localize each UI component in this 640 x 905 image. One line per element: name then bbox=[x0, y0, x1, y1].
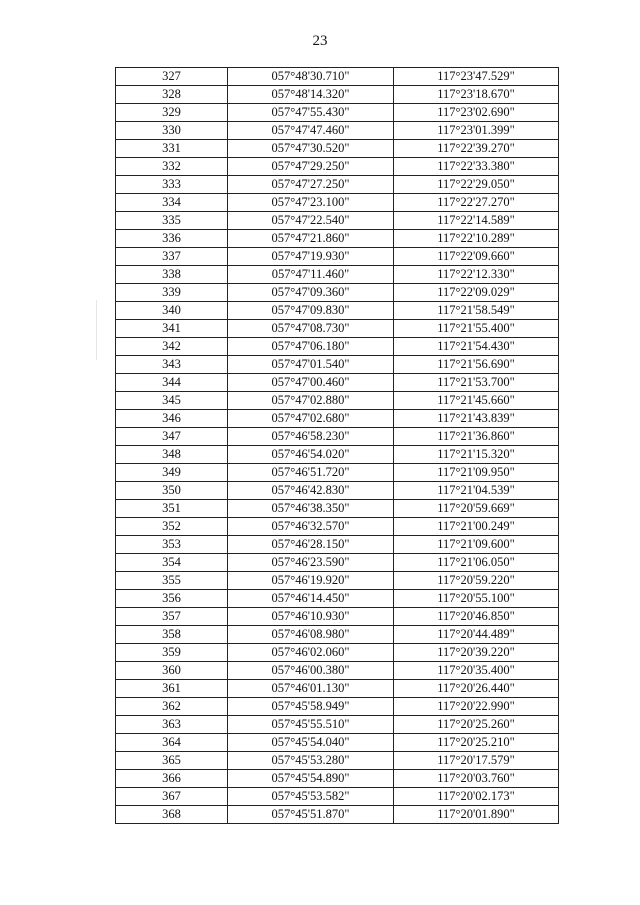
longitude-cell: 117°21'04.539" bbox=[394, 482, 559, 500]
latitude-cell: 057°46'38.350" bbox=[228, 500, 394, 518]
longitude-cell: 117°20'22.990" bbox=[394, 698, 559, 716]
point-number-cell: 364 bbox=[116, 734, 228, 752]
latitude-cell: 057°46'51.720" bbox=[228, 464, 394, 482]
latitude-cell: 057°45'58.949" bbox=[228, 698, 394, 716]
latitude-cell: 057°46'54.020" bbox=[228, 446, 394, 464]
latitude-cell: 057°46'19.920" bbox=[228, 572, 394, 590]
table-row bbox=[116, 266, 559, 284]
table-row bbox=[116, 536, 559, 554]
page-number: 23 bbox=[312, 33, 328, 49]
longitude-cell: 117°21'06.050" bbox=[394, 554, 559, 572]
latitude-cell: 057°47'02.880" bbox=[228, 392, 394, 410]
latitude-cell: 057°47'27.250" bbox=[228, 176, 394, 194]
longitude-cell: 117°20'01.890" bbox=[394, 806, 559, 824]
latitude-cell: 057°46'10.930" bbox=[228, 608, 394, 626]
latitude-cell: 057°47'02.680" bbox=[228, 410, 394, 428]
table-row bbox=[116, 284, 559, 302]
latitude-cell: 057°47'01.540" bbox=[228, 356, 394, 374]
latitude-cell: 057°47'47.460" bbox=[228, 122, 394, 140]
longitude-cell: 117°20'46.850" bbox=[394, 608, 559, 626]
table-row bbox=[116, 644, 559, 662]
point-number-cell: 359 bbox=[116, 644, 228, 662]
point-number-cell: 335 bbox=[116, 212, 228, 230]
point-number-cell: 342 bbox=[116, 338, 228, 356]
point-number-cell: 351 bbox=[116, 500, 228, 518]
table-row bbox=[116, 410, 559, 428]
point-number-cell: 368 bbox=[116, 806, 228, 824]
table-row bbox=[116, 104, 559, 122]
table-row bbox=[116, 86, 559, 104]
latitude-cell: 057°47'00.460" bbox=[228, 374, 394, 392]
table-row bbox=[116, 716, 559, 734]
longitude-cell: 117°21'00.249" bbox=[394, 518, 559, 536]
longitude-cell: 117°20'17.579" bbox=[394, 752, 559, 770]
longitude-cell: 117°22'09.660" bbox=[394, 248, 559, 266]
longitude-cell: 117°21'55.400" bbox=[394, 320, 559, 338]
table-row bbox=[116, 806, 559, 824]
point-number-cell: 331 bbox=[116, 140, 228, 158]
point-number-cell: 349 bbox=[116, 464, 228, 482]
latitude-cell: 057°45'55.510" bbox=[228, 716, 394, 734]
longitude-cell: 117°20'03.760" bbox=[394, 770, 559, 788]
longitude-cell: 117°20'39.220" bbox=[394, 644, 559, 662]
table-row bbox=[116, 788, 559, 806]
point-number-cell: 365 bbox=[116, 752, 228, 770]
table-row bbox=[116, 302, 559, 320]
latitude-cell: 057°47'06.180" bbox=[228, 338, 394, 356]
longitude-cell: 117°21'56.690" bbox=[394, 356, 559, 374]
longitude-cell: 117°20'02.173" bbox=[394, 788, 559, 806]
table-row bbox=[116, 68, 559, 86]
latitude-cell: 057°46'28.150" bbox=[228, 536, 394, 554]
point-number-cell: 355 bbox=[116, 572, 228, 590]
table-row bbox=[116, 446, 559, 464]
point-number-cell: 353 bbox=[116, 536, 228, 554]
table-row bbox=[116, 122, 559, 140]
latitude-cell: 057°46'00.380" bbox=[228, 662, 394, 680]
latitude-cell: 057°46'42.830" bbox=[228, 482, 394, 500]
point-number-cell: 357 bbox=[116, 608, 228, 626]
longitude-cell: 117°21'09.600" bbox=[394, 536, 559, 554]
longitude-cell: 117°22'14.589" bbox=[394, 212, 559, 230]
point-number-cell: 328 bbox=[116, 86, 228, 104]
latitude-cell: 057°48'30.710" bbox=[228, 68, 394, 86]
table-row bbox=[116, 680, 559, 698]
table-row bbox=[116, 572, 559, 590]
table-row bbox=[116, 608, 559, 626]
latitude-cell: 057°47'55.430" bbox=[228, 104, 394, 122]
point-number-cell: 354 bbox=[116, 554, 228, 572]
point-number-cell: 361 bbox=[116, 680, 228, 698]
table-row bbox=[116, 590, 559, 608]
table-row bbox=[116, 374, 559, 392]
latitude-cell: 057°45'54.890" bbox=[228, 770, 394, 788]
table-row bbox=[116, 500, 559, 518]
coordinates-table-body bbox=[116, 68, 559, 824]
latitude-cell: 057°46'08.980" bbox=[228, 626, 394, 644]
table-row bbox=[116, 428, 559, 446]
point-number-cell: 340 bbox=[116, 302, 228, 320]
longitude-cell: 117°21'09.950" bbox=[394, 464, 559, 482]
point-number-cell: 367 bbox=[116, 788, 228, 806]
table-row bbox=[116, 230, 559, 248]
longitude-cell: 117°23'01.399" bbox=[394, 122, 559, 140]
table-row bbox=[116, 698, 559, 716]
latitude-cell: 057°45'51.870" bbox=[228, 806, 394, 824]
point-number-cell: 330 bbox=[116, 122, 228, 140]
point-number-cell: 350 bbox=[116, 482, 228, 500]
table-row bbox=[116, 158, 559, 176]
latitude-cell: 057°46'58.230" bbox=[228, 428, 394, 446]
longitude-cell: 117°21'53.700" bbox=[394, 374, 559, 392]
point-number-cell: 334 bbox=[116, 194, 228, 212]
longitude-cell: 117°20'25.210" bbox=[394, 734, 559, 752]
longitude-cell: 117°21'58.549" bbox=[394, 302, 559, 320]
table-row bbox=[116, 464, 559, 482]
table-row bbox=[116, 518, 559, 536]
longitude-cell: 117°22'33.380" bbox=[394, 158, 559, 176]
latitude-cell: 057°46'02.060" bbox=[228, 644, 394, 662]
point-number-cell: 356 bbox=[116, 590, 228, 608]
longitude-cell: 117°21'43.839" bbox=[394, 410, 559, 428]
longitude-cell: 117°22'10.289" bbox=[394, 230, 559, 248]
table-row bbox=[116, 752, 559, 770]
latitude-cell: 057°47'22.540" bbox=[228, 212, 394, 230]
longitude-cell: 117°20'55.100" bbox=[394, 590, 559, 608]
latitude-cell: 057°48'14.320" bbox=[228, 86, 394, 104]
point-number-cell: 329 bbox=[116, 104, 228, 122]
latitude-cell: 057°45'53.582" bbox=[228, 788, 394, 806]
point-number-cell: 358 bbox=[116, 626, 228, 644]
table-row bbox=[116, 554, 559, 572]
latitude-cell: 057°46'23.590" bbox=[228, 554, 394, 572]
longitude-cell: 117°23'47.529" bbox=[394, 68, 559, 86]
longitude-cell: 117°22'39.270" bbox=[394, 140, 559, 158]
longitude-cell: 117°20'35.400" bbox=[394, 662, 559, 680]
table-row bbox=[116, 248, 559, 266]
coordinates-table bbox=[115, 67, 559, 824]
point-number-cell: 327 bbox=[116, 68, 228, 86]
point-number-cell: 344 bbox=[116, 374, 228, 392]
latitude-cell: 057°46'01.130" bbox=[228, 680, 394, 698]
table-row bbox=[116, 356, 559, 374]
latitude-cell: 057°45'53.280" bbox=[228, 752, 394, 770]
point-number-cell: 341 bbox=[116, 320, 228, 338]
point-number-cell: 362 bbox=[116, 698, 228, 716]
point-number-cell: 360 bbox=[116, 662, 228, 680]
point-number-cell: 338 bbox=[116, 266, 228, 284]
table-row bbox=[116, 770, 559, 788]
point-number-cell: 352 bbox=[116, 518, 228, 536]
point-number-cell: 345 bbox=[116, 392, 228, 410]
point-number-cell: 346 bbox=[116, 410, 228, 428]
point-number-cell: 348 bbox=[116, 446, 228, 464]
longitude-cell: 117°21'15.320" bbox=[394, 446, 559, 464]
table-row bbox=[116, 392, 559, 410]
longitude-cell: 117°22'09.029" bbox=[394, 284, 559, 302]
longitude-cell: 117°20'59.220" bbox=[394, 572, 559, 590]
latitude-cell: 057°47'09.360" bbox=[228, 284, 394, 302]
latitude-cell: 057°47'09.830" bbox=[228, 302, 394, 320]
table-row bbox=[116, 482, 559, 500]
latitude-cell: 057°46'14.450" bbox=[228, 590, 394, 608]
latitude-cell: 057°47'29.250" bbox=[228, 158, 394, 176]
point-number-cell: 366 bbox=[116, 770, 228, 788]
point-number-cell: 336 bbox=[116, 230, 228, 248]
longitude-cell: 117°23'18.670" bbox=[394, 86, 559, 104]
table-row bbox=[116, 212, 559, 230]
longitude-cell: 117°21'54.430" bbox=[394, 338, 559, 356]
latitude-cell: 057°47'19.930" bbox=[228, 248, 394, 266]
latitude-cell: 057°46'32.570" bbox=[228, 518, 394, 536]
point-number-cell: 337 bbox=[116, 248, 228, 266]
latitude-cell: 057°47'08.730" bbox=[228, 320, 394, 338]
point-number-cell: 363 bbox=[116, 716, 228, 734]
point-number-cell: 339 bbox=[116, 284, 228, 302]
table-row bbox=[116, 626, 559, 644]
longitude-cell: 117°20'26.440" bbox=[394, 680, 559, 698]
latitude-cell: 057°47'21.860" bbox=[228, 230, 394, 248]
point-number-cell: 332 bbox=[116, 158, 228, 176]
table-row bbox=[116, 140, 559, 158]
longitude-cell: 117°20'59.669" bbox=[394, 500, 559, 518]
table-row bbox=[116, 338, 559, 356]
latitude-cell: 057°47'30.520" bbox=[228, 140, 394, 158]
point-number-cell: 333 bbox=[116, 176, 228, 194]
longitude-cell: 117°22'27.270" bbox=[394, 194, 559, 212]
longitude-cell: 117°22'12.330" bbox=[394, 266, 559, 284]
latitude-cell: 057°45'54.040" bbox=[228, 734, 394, 752]
latitude-cell: 057°47'23.100" bbox=[228, 194, 394, 212]
latitude-cell: 057°47'11.460" bbox=[228, 266, 394, 284]
longitude-cell: 117°20'44.489" bbox=[394, 626, 559, 644]
table-row bbox=[116, 176, 559, 194]
table-row bbox=[116, 320, 559, 338]
longitude-cell: 117°21'36.860" bbox=[394, 428, 559, 446]
table-row bbox=[116, 194, 559, 212]
point-number-cell: 343 bbox=[116, 356, 228, 374]
longitude-cell: 117°20'25.260" bbox=[394, 716, 559, 734]
point-number-cell: 347 bbox=[116, 428, 228, 446]
table-row bbox=[116, 662, 559, 680]
scan-artifact-line bbox=[96, 300, 97, 360]
longitude-cell: 117°23'02.690" bbox=[394, 104, 559, 122]
table-row bbox=[116, 734, 559, 752]
longitude-cell: 117°21'45.660" bbox=[394, 392, 559, 410]
longitude-cell: 117°22'29.050" bbox=[394, 176, 559, 194]
